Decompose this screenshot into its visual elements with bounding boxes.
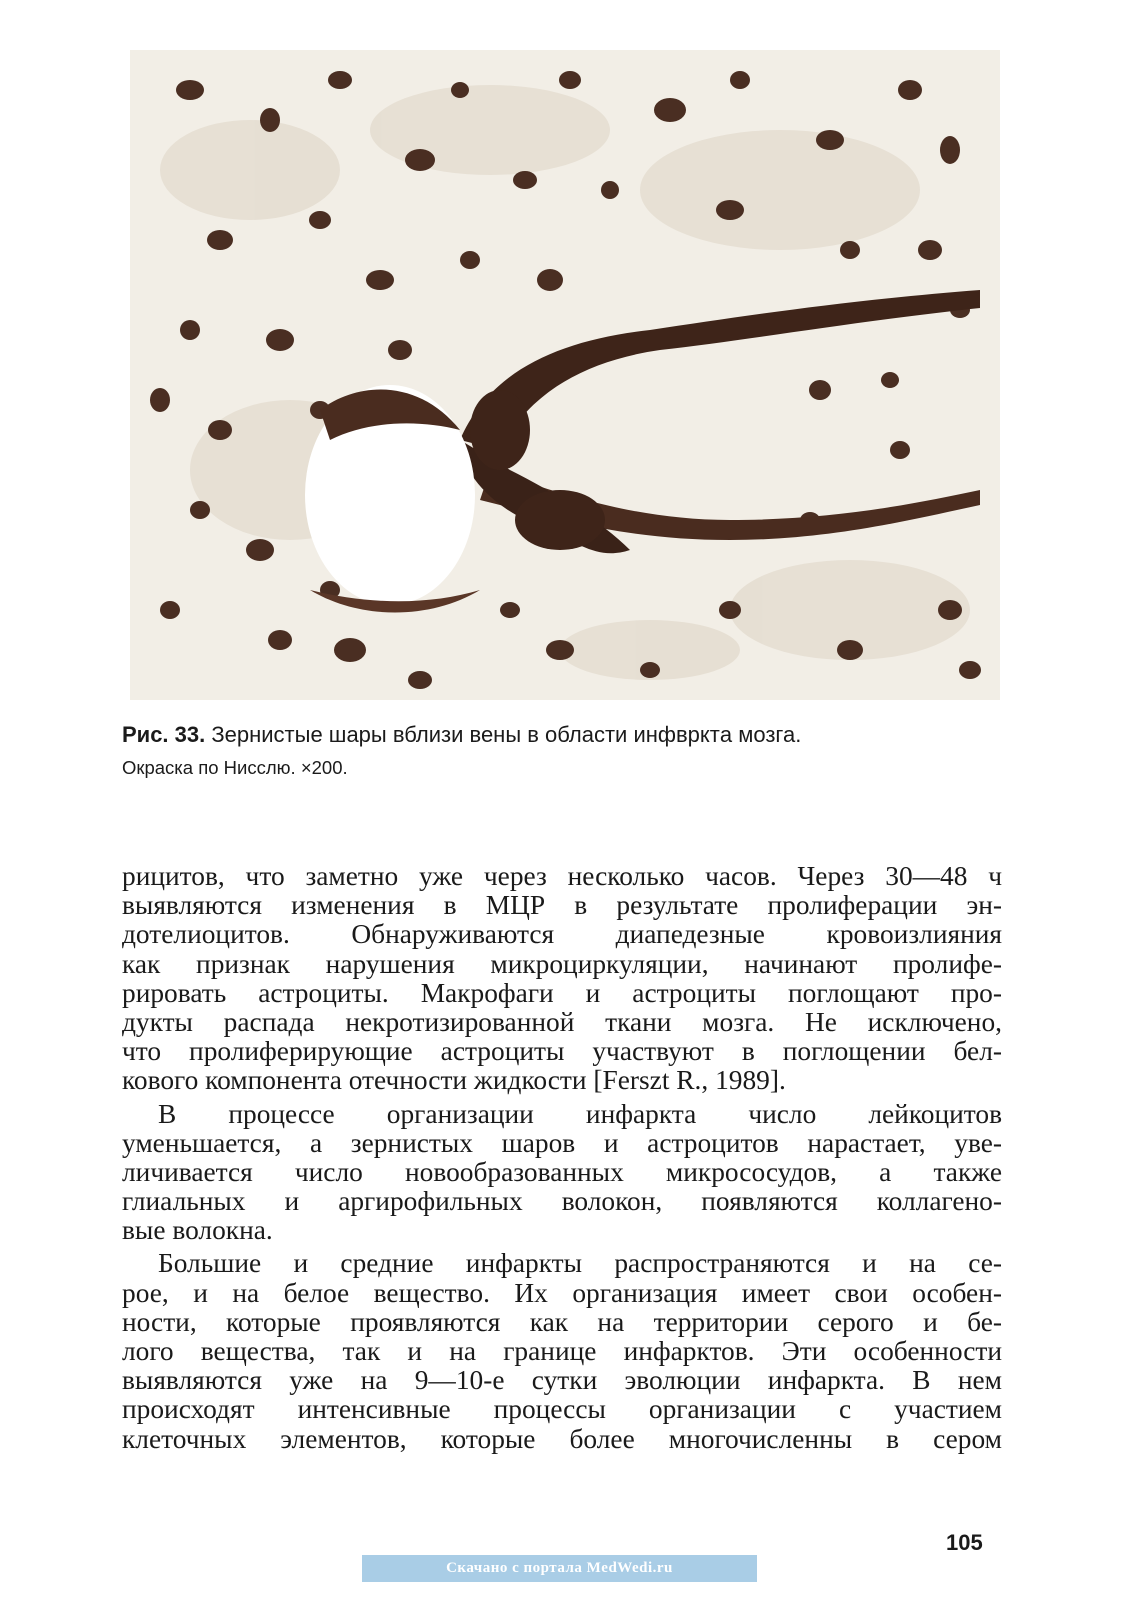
text-line: дотелиоцитов. Обнаруживаются диапедезные кровоизлияния xyxy=(122,919,1002,950)
text-line: происходят интенсивные процессы организации с участием xyxy=(122,1394,1002,1425)
caption-subtitle: Окраска по Нисслю. ×200. xyxy=(122,757,348,778)
text-line: как признак нарушения микроциркуляции, начинают пролифе- xyxy=(122,948,1002,979)
text-line: уменьшается, а зернистых шаров и астроцитов нарастает, уве- xyxy=(122,1127,1002,1158)
text-line: рировать астроциты. Макрофаги и астроциты поглощают про- xyxy=(122,977,1002,1008)
figure-caption xyxy=(122,718,1002,784)
caption-title: Зернистые шары вблизи вены в области инфврктa мозга. xyxy=(205,722,802,747)
paragraph-1 xyxy=(122,862,1002,1096)
page-number: 105 xyxy=(946,1530,983,1555)
text-line: дукты распада некротизированной ткани мозга. Не исключено, xyxy=(122,1006,1002,1037)
text-line: личивается число новообразованных микрососудов, а также xyxy=(122,1156,1002,1187)
paragraph-3 xyxy=(122,1249,1002,1278)
text-line: лого вещества, так и на границе инфарктов. Эти особенности xyxy=(122,1336,1002,1366)
text-line: что пролиферирующие астроциты участвуют в поглощении бел- xyxy=(122,1036,1002,1067)
paragraph-2 xyxy=(122,1100,1002,1129)
text-line: вые волокна. xyxy=(122,1215,273,1246)
text-line: ности, которые проявляются как на территории серого и бе- xyxy=(122,1306,1002,1337)
text-line: клеточных элементов, которые более многочисленны в сером xyxy=(122,1423,1002,1454)
text-line: глиальных и аргирофильных волокон, появляются коллагено- xyxy=(122,1186,1002,1217)
paragraph-2-cont xyxy=(122,1129,1002,1246)
text-line: выявляются уже на 9—10-е сутки эволюции инфаркта. В нем xyxy=(122,1365,1002,1396)
text-line: В процессе организации инфаркта число лейкоцитов xyxy=(158,1098,1002,1129)
text-line: рицитов, что заметно уже через несколько часов. Через 30—48 ч xyxy=(122,861,1002,891)
micrograph-figure xyxy=(130,50,1000,700)
body-text xyxy=(122,862,1002,1454)
watermark-link[interactable]: Скачано с портала MedWedi.ru xyxy=(362,1555,757,1582)
text-line: кового компонента отечности жидкости [Ferszt R., 1989]. xyxy=(122,1065,786,1096)
text-line: выявляются изменения в МЦР в результате пролиферации эн- xyxy=(122,890,1002,921)
text-line: Большие и средние инфаркты распространяются и на се- xyxy=(158,1248,1002,1279)
paragraph-3-cont xyxy=(122,1279,1002,1454)
text-line: рое, и на белое вещество. Их организация имеет свои особен- xyxy=(122,1277,1002,1308)
caption-label: Рис. 33. xyxy=(122,722,206,747)
micrograph-image xyxy=(130,50,1000,700)
caption-title-line xyxy=(122,718,1002,752)
